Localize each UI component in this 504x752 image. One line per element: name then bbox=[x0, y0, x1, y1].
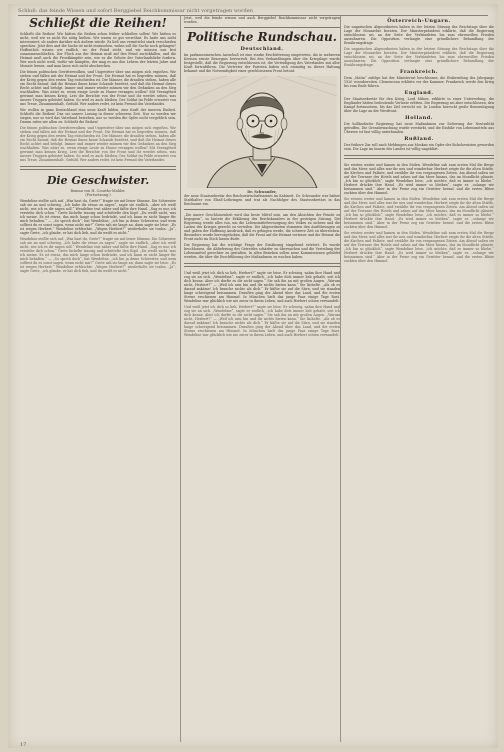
mid-story-cont-2: Und weiß jetzt ich dich so lieb, Herbert?“ sagte sie leise. Er schwieg, nahm ihre Hand und zog sie an sich. „Wendeline“, sagte er endlich, „ich habe dich immer lieb gehabt, seit ich dich kenne. Aber ich durfte es dir nicht sagen.“ Sie sah ihn an mit großen Augen. „Warum nicht, Herbert?“ — „Weil ich arm bin und dir nichts bieten kann.“ Sie lächelte. „Als ob es darauf ankäme! Ich brauche nichts als dich.“ Er küßte sie auf die Stirn, und sie standen lange schweigend beisammen. Draußen ging der Abend über das Land, und die ersten Sterne erschienen am Himmel. In München hielt das junge Paar einige Tage Rast. Wendeline war glücklich wie nie zuvor in ihrem Leben, und auch Herbert schien verwandelt. bbox=[184, 304, 340, 337]
subhead-deutschland: Deutschland. bbox=[240, 46, 284, 52]
page-number: 17 bbox=[20, 742, 27, 748]
right-story-cont-3: Sie reisten weiter und kamen in den Süden. Wendeline sah zum ersten Mal die Berge und das Meer, und alles war ihr neu und wunderbar. Herbert zeigte ihr die alten Städte, die Kirchen und Paläste, und erzählte ihr von vergangenen Zeiten. Am Abend saßen sie auf der Terrasse des Hotels und sahen auf das Meer hinaus, das im Mondlicht glänzte. „Ich bin so glücklich“, sagte Wendeline leise, „ich möchte, daß es immer so bliebe.“ Herbert drückte ihre Hand. „Es wird immer so bleiben“, sagte er, „solange wir beisammen sind.“ Aber in der Ferne zog ein Gewitter herauf, und die ersten Blitze zuckten über den Himmel. bbox=[344, 230, 494, 263]
subhead-russland: Rußland. bbox=[404, 136, 434, 142]
serial-byline: Roman von H. Courths-Mahler. bbox=[70, 188, 126, 193]
rule bbox=[184, 209, 340, 210]
left-column bbox=[20, 16, 176, 742]
portrait-caption-text: der neue Staatssekretär des Reichswirtschaftsamtes im Kabinett. Dr. Schwander war bisher Statthalter von Elsaß-Lothringen und trat als Nachfolger des Staatssekretärs in das Reichsamt ein. bbox=[184, 194, 340, 206]
section-divider bbox=[344, 155, 494, 159]
article-title-schliesst: Schließt die Reihen! bbox=[29, 16, 167, 30]
middle-column bbox=[180, 16, 340, 742]
header-line: Schluß: das feinde Wissen und sofort Berggiebel Reichkommissar nicht vorgetragen worden bbox=[18, 8, 488, 16]
rundschau-title: Politische Rundschau. bbox=[187, 30, 337, 44]
right-body-1: Die ungarischen Abgeordneten haben in der letzten Sitzung des Reichstags über die Lage der Monarchie beraten. Der Ministerpräsident erklärte, daß die Regierung entschlossen sei, an der Seite der Verbündeten bis zum ehrenvollen Frieden auszuharren. Die Opposition verlangte eine gründlichere Behandlung der Ernährungsfrage. bbox=[344, 25, 494, 45]
serial-story-cont: Wendeline stellte sich auf. „Was hast du, Grete?“ fragte sie mit leiser Stimme. Die Schwester sah sie an und schwieg. „Ich habe dir etwas zu sagen“, sagte sie endlich, „aber ich weiß nicht, wie ich es dir sagen soll.“ Wendeline trat näher und faßte ihre Hand. „Sag es nur, ich verstehe dich schon.“ Grete lächelte traurig und schüttelte den Kopf. „Du weißt nicht, was ich meine. Es ist etwas, das mich lange schon bedrückt, und ich kann es nicht länger für mich behalten.“ — „So sprich doch“, bat Wendeline, „ich bin ja deine Schwester, und wem solltest du es sonst sagen, wenn nicht mir?“ Grete sah sie lange an, dann sagte sie leise: „Es ist wegen Herbert.“ Wendeline erbleichte. „Wegen Herbert?“ wiederholte sie tonlos. „Ja“, sagte Grete, „ich glaube, er hat dich lieb, und du weißt es nicht.“ bbox=[20, 236, 176, 273]
rule bbox=[184, 27, 340, 28]
subhead-oesterreich: Österreich-Ungarn. bbox=[387, 18, 451, 24]
subhead-frankreich: Frankreich. bbox=[399, 69, 439, 75]
rundschau-body-2: „Die innere Geschlossenheit wird das beste Mittel sein, um den Absichten der Feinde zu begegnen“, so lautete die Erklärung des Reichskanzlers in der gestrigen Sitzung. Die Regierung werde alles tun, um die Lebensmittelversorgung des Volkes zu sichern und die Lasten des Krieges gerecht zu verteilen. Die Abgeordneten stimmten den Ausführungen zu und gaben der Hoffnung Ausdruck, daß es gelingen werde, die schwere Zeit zu überstehen. Besonders wurde hervorgehoben, daß die Front auf die Heimat vertraue und die Heimat die Front nicht im Stich lassen dürfe. bbox=[184, 213, 340, 241]
section-divider bbox=[184, 263, 340, 267]
right-body-5: Der frühere Zar soll nach Meldungen aus Moskau ein Opfer der Bolschewisten geworden sein. Die Lage im Innern des Landes ist völlig ungeklärt. bbox=[344, 143, 494, 151]
newspaper-page bbox=[8, 4, 498, 748]
serial-title: Die Geschwister. bbox=[46, 173, 150, 187]
article-body-3: Wir wollen in ganz Deutschland eine neue Kraft bilden, eine Kraft der inneren Einheit. Schließt die Reihen! Das sei unsere Losung in dieser schweren Zeit. Nur so werden wir siegen, nur so wird das Vaterland bestehen, nur so werden die Opfer nicht vergeblich sein. Darum rufen wir allen zu: Schließt die Reihen! bbox=[20, 108, 176, 124]
right-body-4: Die holländische Regierung hat neue Maßnahmen zur Sicherung der Neutralität getroffen. Die Grenzbewachung wurde verstärkt, und die Einfuhr von Lebensmitteln aus Übersee ist fast völlig unterbunden. bbox=[344, 122, 494, 134]
mid-story-cont: Und weiß jetzt ich dich so lieb, Herbert?“ sagte sie leise. Er schwieg, nahm ihre Hand und zog sie an sich. „Wendeline“, sagte er endlich, „ich habe dich immer lieb gehabt, seit ich dich kenne. Aber ich durfte es dir nicht sagen.“ Sie sah ihn an mit großen Augen. „Warum nicht, Herbert?“ — „Weil ich arm bin und dir nichts bieten kann.“ Sie lächelte. „Als ob es darauf ankäme! Ich brauche nichts als dich.“ Er küßte sie auf die Stirn, und sie standen lange schweigend beisammen. Draußen ging der Abend über das Land, und die ersten Sterne erschienen am Himmel. In München hielt das junge Paar einige Tage Rast. Wendeline war glücklich wie nie zuvor in ihrem Leben, und auch Herbert schien verwandelt. bbox=[184, 270, 340, 303]
right-story-cont-2: Sie reisten weiter und kamen in den Süden. Wendeline sah zum ersten Mal die Berge und das Meer, und alles war ihr neu und wunderbar. Herbert zeigte ihr die alten Städte, die Kirchen und Paläste, und erzählte ihr von vergangenen Zeiten. Am Abend saßen sie auf der Terrasse des Hotels und sahen auf das Meer hinaus, das im Mondlicht glänzte. „Ich bin so glücklich“, sagte Wendeline leise, „ich möchte, daß es immer so bliebe.“ Herbert drückte ihre Hand. „Es wird immer so bleiben“, sagte er, „solange wir beisammen sind.“ Aber in der Ferne zog ein Gewitter herauf, und die ersten Blitze zuckten über den Himmel. bbox=[344, 196, 494, 229]
portrait-drawing bbox=[187, 76, 337, 188]
right-body-3: Der Staatssekretär für den Krieg, Lord Milner, erklärte in einer Unterredung, die Engländer hätten bedeutende Verluste erlitten. Die Regierung sei aber entschlossen, den Kampf fortzusetzen, bis das Ziel erreicht sei. In London herrscht große Beunruhigung über die Lage an der Westfront. bbox=[344, 97, 494, 113]
article-body-2: Die feinen politischen Gewitterwolken, und Ungewitter über uns mögen sich ergießen. Wir stehen und fallen mit der Heimat und der Front. Die Heimat hat es begreifen müssen, daß der Krieg gegen den ersten Tag entschieden ist. Die Männer, die draußen stehen, haben alle ein Recht darauf, daß die Heimat ihnen keine Schande bereitet, und daß die Heimat dieses Recht achtet und befolgt. Immer und immer wieder müssen wir den Gedanken an den Sieg wachhalten. Was nützt es, wenn einige Leute zu Hause verzagen wollen? Mit Verzagtheit gewinnt man keinen Krieg. Lest die Berichte von der Front und ihr werdet sehen, was unsere Truppen geleistet haben. So wird es auch bleiben. Der Soldat im Felde erwartet von uns Treue, Zusammenhalt, Geduld. Wer anders redet, ist kein Freund des Vaterlandes. bbox=[20, 70, 176, 106]
portrait-caption: Dr. Schwander, bbox=[247, 190, 277, 194]
article-body-1: Schließt die Reihen! Wir hätten die Reihen schon früher schließen sollen! Wir hätten es nicht, weil wir es nicht für nötig hielten. Wir waren so gut verwöhnt. Es hatte uns nicht interessiert, ob anders darüber sich äußern würde. Es ließ uns vermittelst stark verschieden sprechen. Jetzt dies und die Sache ist nicht einzusehen, wohin soll die Sache noch gelangen? Hoffentlich wissen wir endlich, wo der Feind steht, und wir müssen uns fest zusammenschließen. Der Fluch aus der Heimat muß auf den Feind zurückfallen, und die Heimat muß auch die Frontkämpfer sein, wie es die Gebote der Vaterlandsliebe fordern. Wer noch nicht weiß, wofür wir kämpfen, der mag es aus den Lehren der letzten Jahre und Monate lernen, und man lasse sich nicht abschrecken. bbox=[20, 32, 176, 68]
rundschau-body-1: Im parlamentarischen Ausschuß ist eine starke Erschütterung eingetreten, die in mehreren Kreisen ernste Besorgnis hervorruft. Bei den Verhandlungen über die Kriegslage wurde festgestellt, daß die Regierung entschlossen ist, die Verteidigung des Vaterlandes mit aller Kraft fortzuführen. Die Vertreter der Parteien haben sich einmütig zu dieser Haltung bekannt und die Notwendigkeit einer geschlossenen Front betont. bbox=[184, 53, 340, 73]
serial-byline-note: (Fortsetzung.) bbox=[85, 192, 111, 197]
serial-story: Wendeline stellte sich auf. „Was hast du, Grete?“ fragte sie mit leiser Stimme. Die Schwester sah sie an und schwieg. „Ich habe dir etwas zu sagen“, sagte sie endlich, „aber ich weiß nicht, wie ich es dir sagen soll.“ Wendeline trat näher und faßte ihre Hand. „Sag es nur, ich verstehe dich schon.“ Grete lächelte traurig und schüttelte den Kopf. „Du weißt nicht, was ich meine. Es ist etwas, das mich lange schon bedrückt, und ich kann es nicht länger für mich behalten.“ — „So sprich doch“, bat Wendeline, „ich bin ja deine Schwester, und wem solltest du es sonst sagen, wenn nicht mir?“ Grete sah sie lange an, dann sagte sie leise: „Es ist wegen Herbert.“ Wendeline erbleichte. „Wegen Herbert?“ wiederholte sie tonlos. „Ja“, sagte Grete, „ich glaube, er hat dich lieb, und du weißt es nicht.“ bbox=[20, 198, 176, 235]
subhead-holland: Holland. bbox=[405, 115, 433, 121]
right-story-cont: Sie reisten weiter und kamen in den Süden. Wendeline sah zum ersten Mal die Berge und das Meer, und alles war ihr neu und wunderbar. Herbert zeigte ihr die alten Städte, die Kirchen und Paläste, und erzählte ihr von vergangenen Zeiten. Am Abend saßen sie auf der Terrasse des Hotels und sahen auf das Meer hinaus, das im Mondlicht glänzte. „Ich bin so glücklich“, sagte Wendeline leise, „ich möchte, daß es immer so bliebe.“ Herbert drückte ihre Hand. „Es wird immer so bleiben“, sagte er, „solange wir beisammen sind.“ Aber in der Ferne zog ein Gewitter herauf, und die ersten Blitze zuckten über den Himmel. bbox=[344, 162, 494, 195]
portrait-image bbox=[187, 76, 337, 188]
rundschau-body-3: Die Regierung hat die wichtige Frage der Ernährung eingehend erörtert. Es wurde beschlossen, die Ablieferung des Getreides schärfer zu überwachen und die Verteilung der Lebensmittel gerechter zu gestalten. In allen Bezirken sollen neue Kommissionen gebildet werden, die über die Durchführung der Maßnahmen zu wachen haben. bbox=[184, 243, 340, 259]
right-column bbox=[340, 16, 494, 742]
subhead-england: England. bbox=[404, 90, 434, 96]
right-body-1b: Die ungarischen Abgeordneten haben in der letzten Sitzung des Reichstags über die Lage der Monarchie beraten. Der Ministerpräsident erklärte, daß die Regierung entschlossen sei, an der Seite der Verbündeten bis zum ehrenvollen Frieden auszuharren. Die Opposition verlangte eine gründlichere Behandlung der Ernährungsfrage. bbox=[344, 47, 494, 67]
right-body-2: Dem „Matin“ zufolge hat der Ministerrat beschlossen, die Einberufung des Jahrgangs 1920 vorzubereiten. Clemenceau erklärte vor der Kammer, Frankreich werde den Krieg bis zum Ende führen. bbox=[344, 76, 494, 88]
article-body-4: Die feinen politischen Gewitterwolken, und Ungewitter über uns mögen sich ergießen. Wir stehen und fallen mit der Heimat und der Front. Die Heimat hat es begreifen müssen, daß der Krieg gegen den ersten Tag entschieden ist. Die Männer, die draußen stehen, haben alle ein Recht darauf, daß die Heimat ihnen keine Schande bereitet, und daß die Heimat dieses Recht achtet und befolgt. Immer und immer wieder müssen wir den Gedanken an den Sieg wachhalten. Was nützt es, wenn einige Leute zu Hause verzagen wollen? Mit Verzagtheit gewinnt man keinen Krieg. Lest die Berichte von der Front und ihr werdet sehen, was unsere Truppen geleistet haben. So wird es auch bleiben. Der Soldat im Felde erwartet von uns Treue, Zusammenhalt, Geduld. Wer anders redet, ist kein Freund des Vaterlandes. bbox=[20, 126, 176, 162]
mid-top-text: Jetzt, weil die feinde wissen und auch Berggiebel Reichkommissar nicht vorgetragen worden. bbox=[184, 16, 340, 24]
section-divider bbox=[20, 166, 176, 170]
